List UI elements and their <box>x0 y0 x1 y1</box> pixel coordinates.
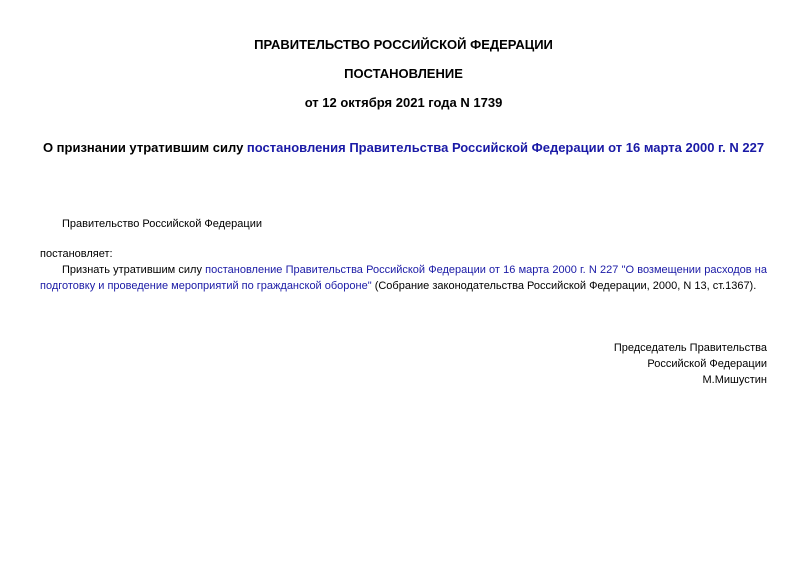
resolve-paragraph <box>40 262 767 294</box>
signature-position-line2: Российской Федерации <box>647 358 767 370</box>
resolve-suffix: (Собрание законодательства Российской Федерации, 2000, N 13, ст.1367). <box>371 280 757 292</box>
resolve-link[interactable]: постановление Правительства Российской Федерации от 16 марта 2000 г. N 227 "О возмещении расходов на подготовку и проведение мероприятий по гражданской обороне" <box>40 264 767 292</box>
title-prefix: О признании утратившим силу <box>42 140 247 155</box>
government-heading: ПРАВИТЕЛЬСТВО РОССИЙСКОЙ ФЕДЕРАЦИИ <box>254 37 553 52</box>
date-number-heading: от 12 октября 2021 года N 1739 <box>304 95 503 110</box>
signature-name: М.Мишустин <box>702 374 767 386</box>
document-title <box>40 139 767 156</box>
government-line: Правительство Российской Федерации <box>62 218 262 230</box>
resolve-prefix: Признать утратившим силу <box>62 264 206 276</box>
decree-word: постановляет: <box>40 248 113 260</box>
title-link[interactable]: постановления Правительства Российской Федерации от 16 марта 2000 г. N 227 <box>246 140 765 155</box>
signature-position-line1: Председатель Правительства <box>613 342 767 354</box>
document-type-heading: ПОСТАНОВЛЕНИЕ <box>344 66 463 81</box>
